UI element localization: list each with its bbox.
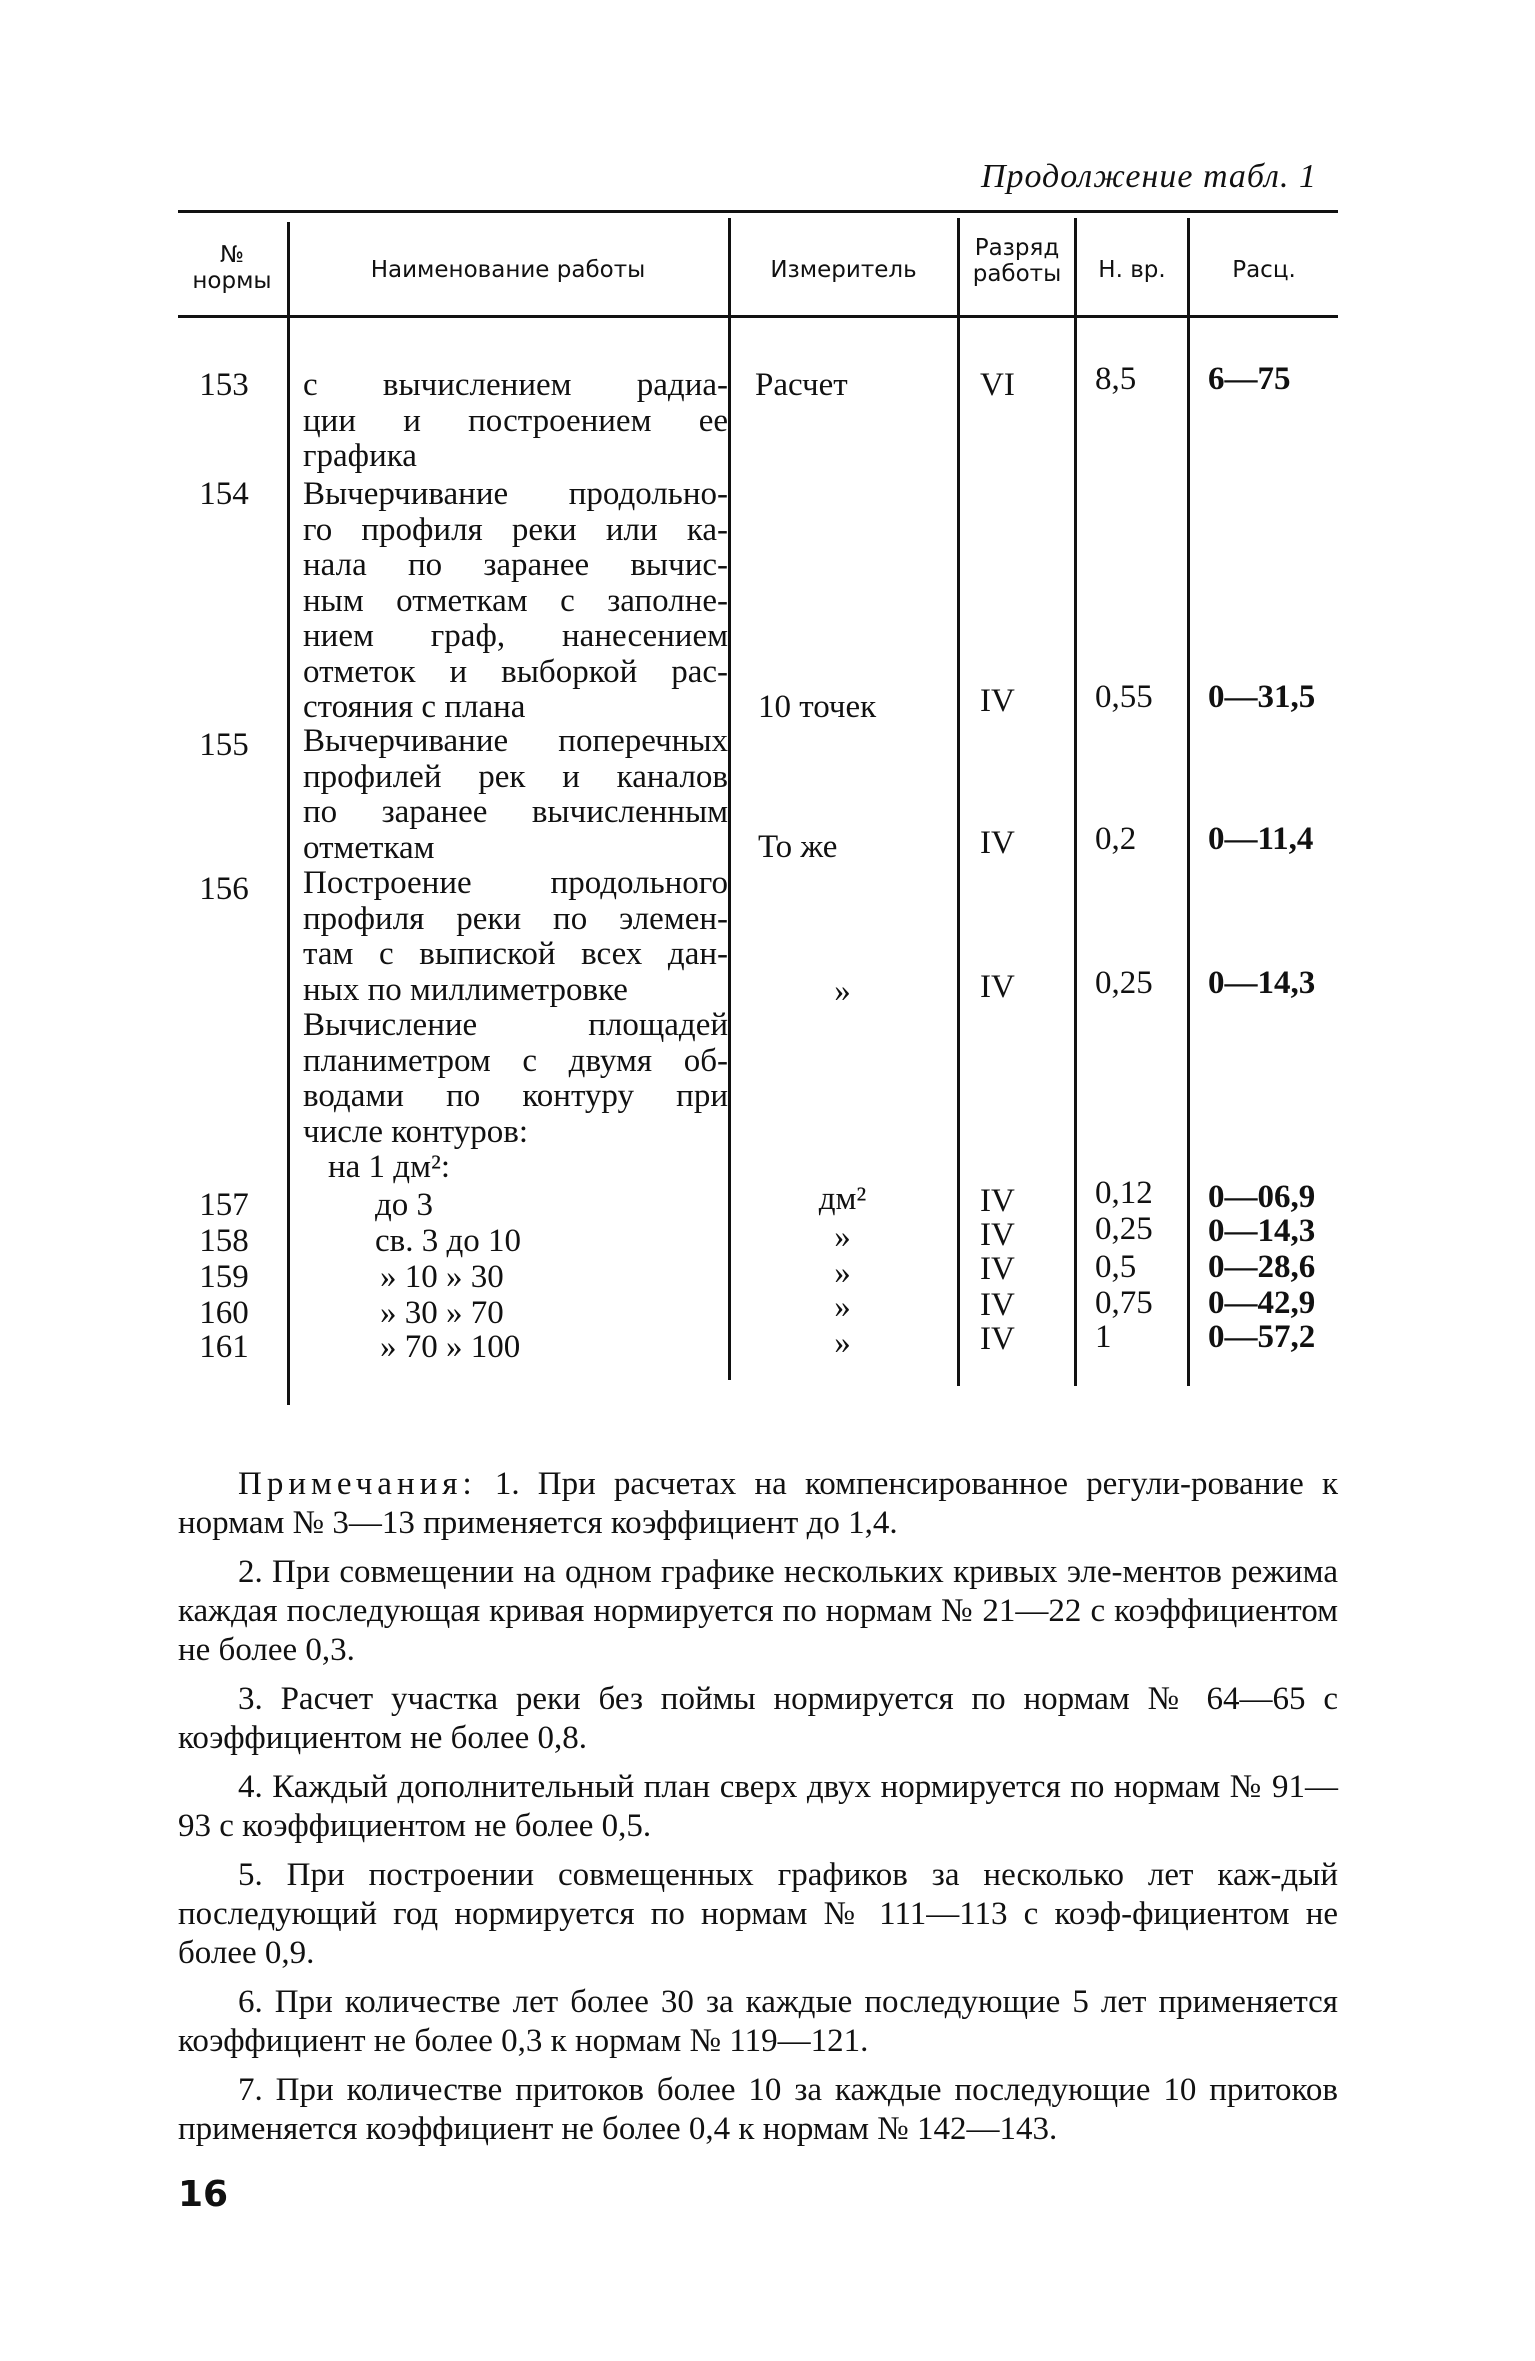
row-156-description: Построение продольного профиля реки по элемен- там с выпиской всех дан- ных по миллиметровке (303, 866, 728, 1008)
row-158-num: 158 (199, 1223, 249, 1259)
note-3: 3. Расчет участка реки без поймы нормируется по нормам № 64—65 с коэффициентом не более 0,8. (178, 1681, 1338, 1756)
row-158-rate: 0—14,3 (1208, 1213, 1316, 1249)
row-155-rank: IV (980, 825, 1015, 861)
row-161-time: 1 (1095, 1319, 1112, 1355)
row-161-num: 161 (199, 1329, 249, 1365)
row-153-num: 153 (199, 367, 249, 403)
row-160-num: 160 (199, 1295, 249, 1331)
row-153-rank: VI (980, 367, 1015, 403)
row-157-meter: дм² (818, 1181, 867, 1217)
row-153-meter: Расчет (755, 367, 848, 403)
row-159-meter: » (834, 1255, 851, 1291)
header-num: № нормы (192, 242, 272, 294)
notes (178, 1465, 1338, 2159)
header-name: Наименование работы (370, 257, 646, 283)
row-159-label: » 10 » 30 (380, 1259, 504, 1295)
row-154-num: 154 (199, 476, 249, 512)
row-157-label: до 3 (375, 1187, 434, 1223)
row-161-label: » 70 » 100 (380, 1329, 521, 1365)
table-caption: Продолжение табл. 1 (980, 158, 1317, 195)
note-4: 4. Каждый дополнительный план сверх двух нормируется по нормам № 91—93 с коэффициентом не более 0,5. (178, 1769, 1338, 1844)
row-160-rate: 0—42,9 (1208, 1285, 1316, 1321)
group-description: Вычисление площадей планиметром с двумя об- водами по контуру при числе контуров: (303, 1008, 728, 1150)
row-153-description: с вычислением радиа- ции и построением ее графика (303, 368, 728, 474)
row-160-label: » 30 » 70 (380, 1295, 504, 1331)
column-divider (287, 222, 290, 1405)
page-number: 16 (178, 2174, 229, 2215)
row-161-meter: » (834, 1325, 851, 1361)
row-154-rate: 0—31,5 (1208, 679, 1316, 715)
row-158-meter: » (834, 1219, 851, 1255)
note-5: 5. При построении совмещенных графиков за несколько лет каж-дый последующий год нормируется по нормам № 111—113 с коэф-фициентом не более 0,9. (178, 1857, 1338, 1971)
row-157-rank: IV (980, 1183, 1015, 1219)
row-155-num: 155 (199, 727, 249, 763)
header-bottom-rule (178, 315, 1338, 318)
row-161-rank: IV (980, 1321, 1015, 1357)
row-156-time: 0,25 (1095, 965, 1153, 1001)
row-158-time: 0,25 (1095, 1211, 1153, 1247)
row-156-rank: IV (980, 969, 1015, 1005)
row-158-label: св. 3 до 10 (375, 1223, 522, 1259)
row-156-num: 156 (199, 871, 249, 907)
header-rate: Расц. (1232, 257, 1296, 283)
notes-lead: Примечания: (238, 1466, 477, 1502)
row-154-time: 0,55 (1095, 679, 1153, 715)
row-157-rate: 0—06,9 (1208, 1179, 1316, 1215)
row-157-num: 157 (199, 1187, 249, 1223)
row-159-rank: IV (980, 1251, 1015, 1287)
row-155-time: 0,2 (1095, 821, 1137, 857)
column-divider (728, 218, 731, 1380)
note-7: 7. При количестве притоков более 10 за каждые последующие 10 притоков применяется коэффициент не более 0,4 к нормам № 142—143. (178, 2072, 1338, 2147)
row-158-rank: IV (980, 1217, 1015, 1253)
row-160-rank: IV (980, 1287, 1015, 1323)
row-160-time: 0,75 (1095, 1285, 1153, 1321)
row-154-meter: 10 точек (758, 689, 877, 725)
header-rank: Разряд работы (972, 235, 1062, 287)
table-top-rule (178, 210, 1338, 213)
row-159-rate: 0—28,6 (1208, 1249, 1316, 1285)
row-157-time: 0,12 (1095, 1175, 1153, 1211)
row-161-rate: 0—57,2 (1208, 1319, 1316, 1355)
note-1: Примечания: 1. При расчетах на компенсированное регули-рование к нормам № 3—13 применяется коэффициент до 1,4. (178, 1466, 1338, 1541)
row-159-time: 0,5 (1095, 1249, 1137, 1285)
row-156-rate: 0—14,3 (1208, 965, 1316, 1001)
note-6: 6. При количестве лет более 30 за каждые последующие 5 лет применяется коэффициент не более 0,3 к нормам № 119—121. (178, 1984, 1338, 2059)
group-subhead: на 1 дм²: (328, 1149, 451, 1185)
row-154-rank: IV (980, 683, 1015, 719)
header-meter: Измеритель (770, 257, 917, 283)
row-160-meter: » (834, 1289, 851, 1325)
row-154-description: Вычерчивание продольно- го профиля реки или ка- нала по заранее вычис- ным отметкам с заполне- нием граф, нанесением отметок и выборкой рас- стояния с плана (303, 477, 728, 725)
row-155-meter: То же (758, 829, 838, 865)
row-155-rate: 0—11,4 (1208, 821, 1314, 857)
row-153-time: 8,5 (1095, 361, 1137, 397)
column-divider (1187, 218, 1190, 1386)
header-time: Н. вр. (1098, 257, 1166, 283)
row-159-num: 159 (199, 1259, 249, 1295)
row-156-meter: » (834, 973, 851, 1009)
row-155-description: Вычерчивание поперечных профилей рек и каналов по заранее вычисленным отметкам (303, 724, 728, 866)
row-153-rate: 6—75 (1208, 361, 1291, 397)
note-2: 2. При совмещении на одном графике нескольких кривых эле-ментов режима каждая последующая кривая нормируется по нормам № 21—22 с коэффициентом не более 0,3. (178, 1554, 1338, 1668)
